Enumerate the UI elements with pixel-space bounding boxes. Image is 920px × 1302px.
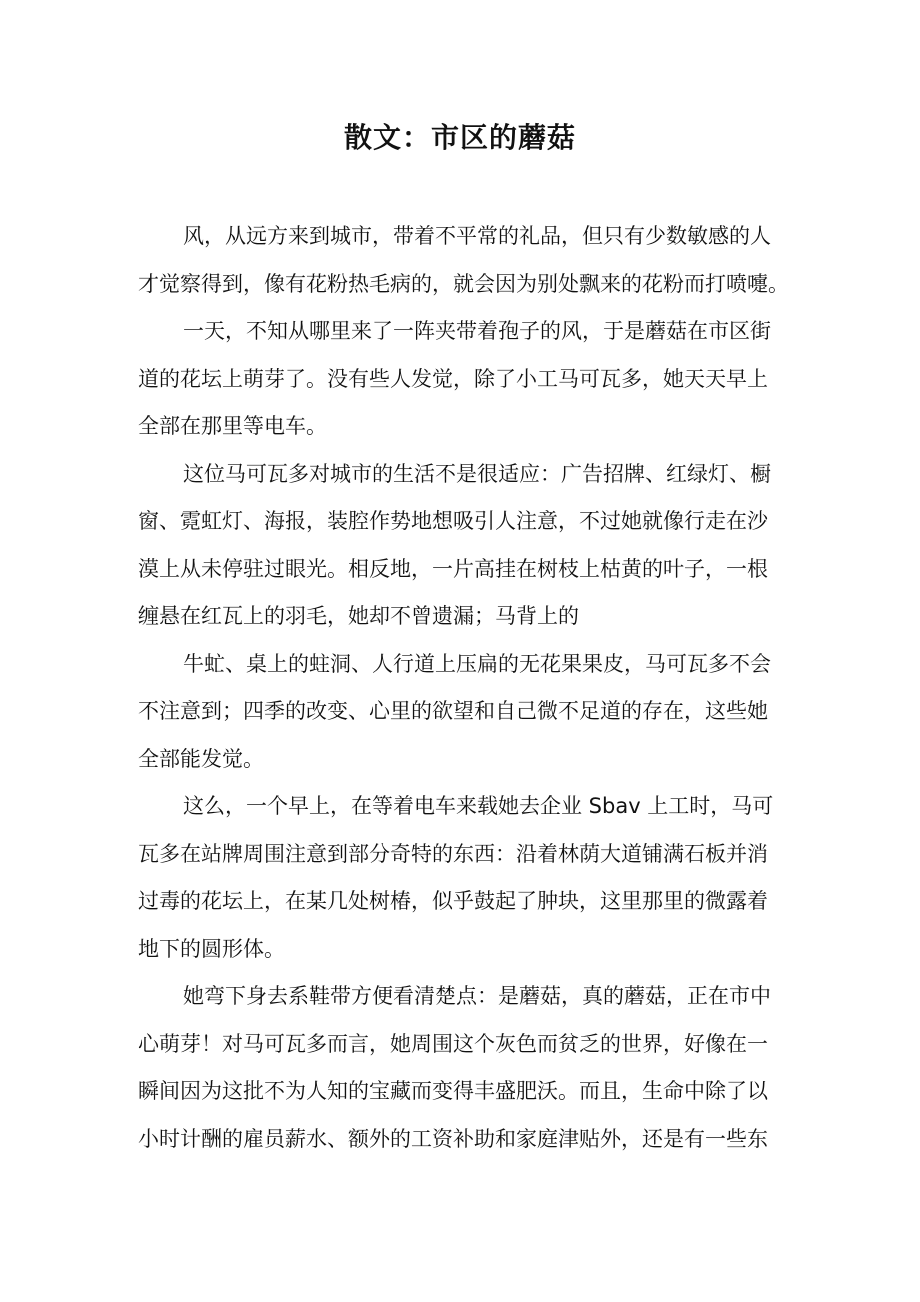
text-line: 这么，一个早上，在等着电车来载她去企业 Sbav 上工时，马可 — [183, 794, 774, 818]
text-line: 全部在那里等电车。 — [138, 414, 327, 438]
paragraph-2 — [138, 308, 786, 451]
text-line: 全部能发觉。 — [138, 746, 264, 771]
paragraph-6 — [138, 973, 786, 1163]
text-line: 心萌芽！对马可瓦多而言，她周围这个灰色而贫乏的世界，好像在一 — [138, 1031, 768, 1056]
paragraph-4 — [138, 641, 786, 784]
page-title: 散文：市区的蘑菇 — [343, 121, 576, 154]
text-line: 才觉察得到，像有花粉热毛病的，就会因为别处飘来的花粉而打喷嚏。 — [138, 271, 789, 296]
text-line: 漠上从未停驻过眼光。相反地，一片高挂在树枝上枯黄的叶子，一根 — [138, 556, 768, 581]
paragraph-1 — [138, 213, 789, 308]
text-line: 风，从远方来到城市，带着不平常的礼品，但只有少数敏感的人 — [183, 224, 771, 248]
paragraph-3 — [138, 451, 786, 641]
text-line: 缠悬在红瓦上的羽毛，她却不曾遗漏；马背上的 — [138, 604, 579, 628]
text-line: 瓦多在站牌周围注意到部分奇特的东西：沿着林荫大道铺满石板并消 — [138, 841, 768, 866]
text-line: 过毒的花坛上，在某几处树椿，似乎鼓起了肿块，这里那里的微露着 — [138, 889, 768, 913]
text-line: 道的花坛上萌芽了。没有些人发觉，除了小工马可瓦多，她天天早上 — [138, 366, 768, 391]
text-line: 不注意到；四季的改变、心里的欲望和自己微不足道的存在，这些她 — [138, 699, 768, 723]
text-line: 瞬间因为这批不为人知的宝藏而变得丰盛肥沃。而且，生命中除了以 — [138, 1079, 768, 1103]
text-line: 一天，不知从哪里来了一阵夹带着孢子的风，于是蘑菇在市区街 — [183, 319, 771, 343]
text-line: 牛虻、桌上的蛀洞、人行道上压扁的无花果果皮，马可瓦多不会 — [183, 651, 771, 676]
text-line: 这位马可瓦多对城市的生活不是很适应：广告招牌、红绿灯、橱 — [183, 461, 771, 486]
text-line: 窗、霓虹灯、海报，装腔作势地想吸引人注意，不过她就像行走在沙 — [138, 509, 768, 533]
article-body — [138, 213, 789, 1163]
text-line: 小时计酬的雇员薪水、额外的工资补助和家庭津贴外，还是有一些东 — [138, 1126, 768, 1151]
text-line: 她弯下身去系鞋带方便看清楚点：是蘑菇，真的蘑菇，正在市中 — [183, 984, 771, 1008]
paragraph-5 — [138, 783, 786, 973]
text-line: 地下的圆形体。 — [138, 936, 285, 961]
